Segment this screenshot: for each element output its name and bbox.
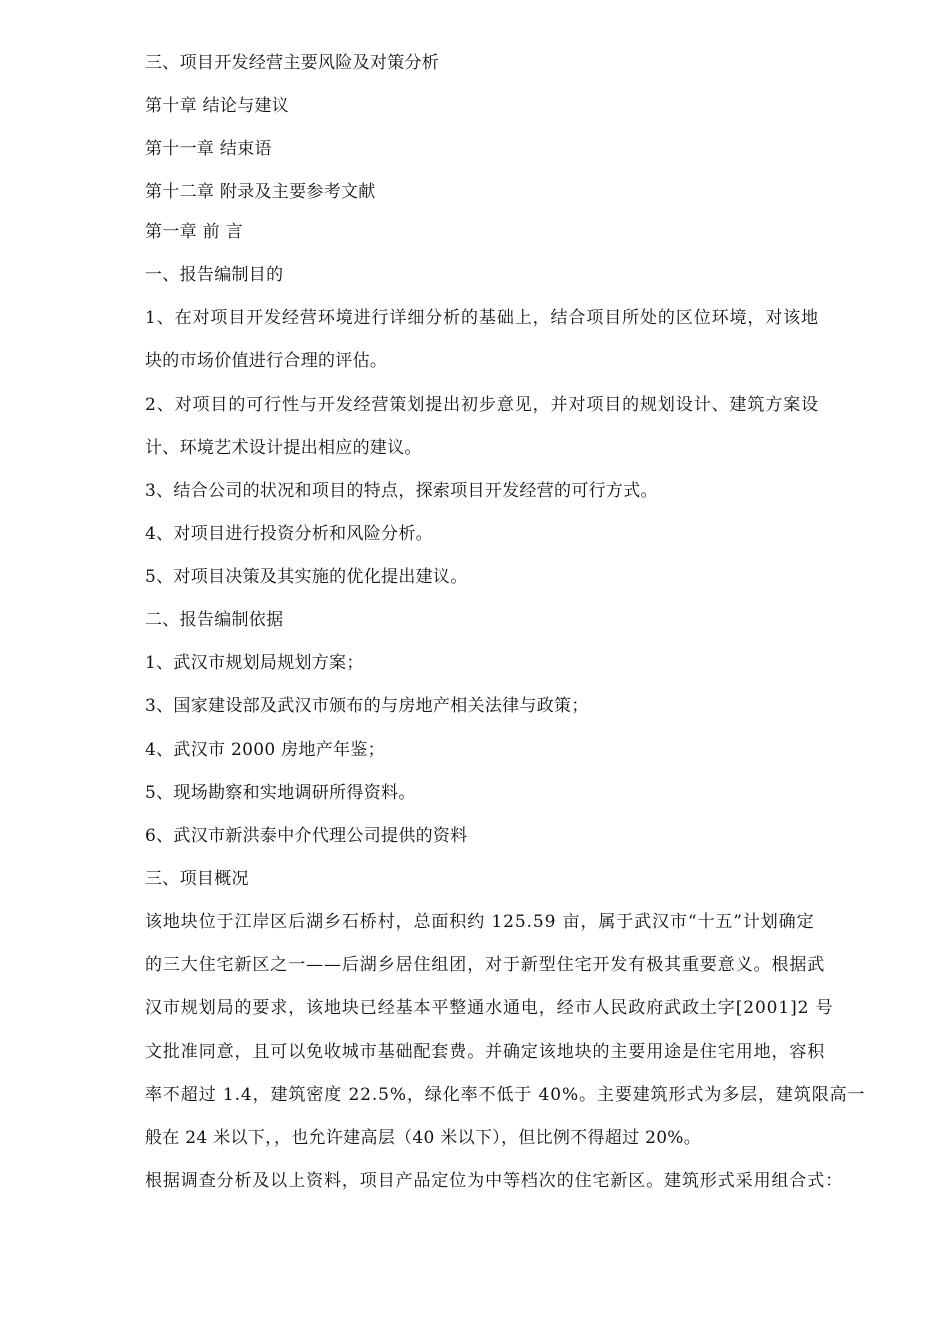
- list-item: 3、结合公司的状况和项目的特点，探索项目开发经营的可行方式。: [145, 481, 658, 501]
- section-heading: 三、项目概况: [145, 869, 249, 889]
- list-item: 6、武汉市新洪泰中介代理公司提供的资料: [145, 826, 468, 846]
- list-item: 5、现场勘察和实地调研所得资料。: [145, 783, 416, 803]
- list-item: 4、武汉市 2000 房地产年鉴；: [145, 740, 385, 760]
- chapter-heading: 第十章 结论与建议: [145, 96, 290, 116]
- list-item: 1、武汉市规划局规划方案；: [145, 653, 364, 673]
- paragraph-line: 根据调查分析及以上资料，项目产品定位为中等档次的住宅新区。建筑形式采用组合式：: [145, 1171, 844, 1191]
- paragraph-line: 2、对项目的可行性与开发经营策划提出初步意见，并对项目的规划设计、建筑方案设: [145, 395, 820, 415]
- paragraph-line: 该地块位于江岸区后湖乡石桥村，总面积约 125.59 亩，属于武汉市“十五”计划确定: [145, 912, 815, 932]
- paragraph-line: 的三大住宅新区之一——后湖乡居住组团，对于新型住宅开发有极其重要意义。根据武: [145, 955, 826, 975]
- list-item: 5、对项目决策及其实施的优化提出建议。: [145, 567, 468, 587]
- paragraph-line: 块的市场价值进行合理的评估。: [145, 351, 388, 371]
- chapter-heading: 第十二章 附录及主要参考文献: [145, 182, 376, 202]
- section-heading: 二、报告编制依据: [145, 610, 284, 630]
- paragraph-line: 文批准同意，且可以免收城市基础配套费。并确定该地块的主要用途是住宅用地，容积: [145, 1042, 826, 1062]
- list-item: 4、对项目进行投资分析和风险分析。: [145, 524, 433, 544]
- paragraph-line: 般在 24 米以下，，也允许建高层（40 米以下），但比例不得超过 20%。: [145, 1128, 702, 1148]
- section-heading: 一、报告编制目的: [145, 265, 284, 285]
- paragraph-line: 1、在对项目开发经营环境进行详细分析的基础上，结合项目所处的区位环境，对该地: [145, 308, 820, 328]
- chapter-heading: 第一章 前 言: [145, 222, 243, 242]
- paragraph-line: 汉市规划局的要求，该地块已经基本平整通水通电，经市人民政府武政土字[2001]2 号: [145, 998, 834, 1018]
- list-item: 3、国家建设部及武汉市颁布的与房地产相关法律与政策；: [145, 696, 589, 716]
- paragraph-line: 率不超过 1.4，建筑密度 22.5%，绿化率不低于 40%。主要建筑形式为多层，建筑限高一: [145, 1085, 866, 1105]
- paragraph-line: 计、环境艺术设计提出相应的建议。: [145, 438, 422, 458]
- chapter-heading: 第十一章 结束语: [145, 139, 272, 159]
- section-heading: 三、项目开发经营主要风险及对策分析: [145, 53, 440, 73]
